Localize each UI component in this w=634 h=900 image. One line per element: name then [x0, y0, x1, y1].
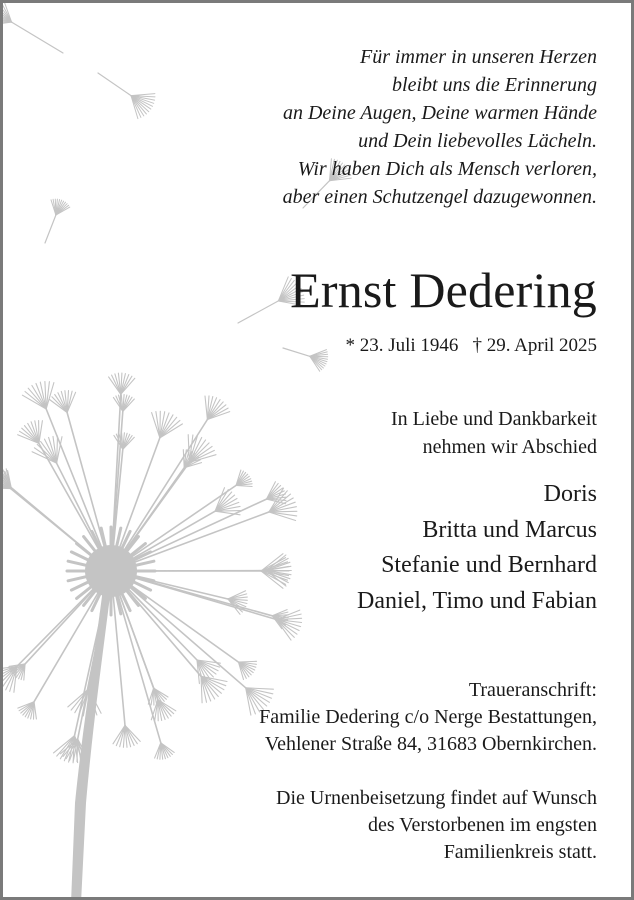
- mourners-list: [357, 477, 597, 619]
- death-date: † 29. April 2025: [472, 335, 597, 356]
- poem-line: an Deine Augen, Deine warmen Hände: [282, 102, 597, 124]
- seed: [50, 391, 112, 571]
- poem-line: bleibt uns die Erinnerung: [392, 74, 597, 96]
- poem-line: und Dein liebevolles Lächeln.: [358, 130, 597, 152]
- farewell-line: In Liebe und Dankbarkeit: [390, 408, 597, 430]
- dandelion-center: [85, 545, 137, 597]
- poem-line: Wir haben Dich als Mensch verloren,: [297, 158, 597, 180]
- flying-seed: [98, 73, 155, 119]
- seed: [111, 571, 288, 629]
- birth-date: * 23. Juli 1946: [345, 335, 459, 356]
- address-heading: Traueranschrift:: [468, 679, 597, 701]
- mourning-address: [259, 677, 597, 758]
- farewell-text: [391, 405, 597, 461]
- mourner-name: Doris: [543, 481, 597, 507]
- burial-line: Familienkreis statt.: [443, 841, 597, 863]
- mourner-name: Britta und Marcus: [422, 516, 597, 543]
- burial-notice: [276, 785, 597, 866]
- mourner-name: Stefanie und Bernhard: [381, 552, 597, 578]
- flying-seed: [45, 199, 70, 243]
- flying-seed: [3, 3, 63, 53]
- address-line: Vehlener Straße 84, 31683 Obernkirchen.: [264, 733, 597, 755]
- poem-line: Für immer in unseren Herzen: [359, 46, 597, 68]
- memorial-poem: [283, 43, 597, 211]
- dandelion-head: [3, 373, 302, 763]
- burial-line: des Verstorbenen im engsten: [367, 814, 597, 836]
- mourner-name: Daniel, Timo und Fabian: [356, 587, 597, 614]
- farewell-line: nehmen wir Abschied: [422, 436, 597, 458]
- poem-line: aber einen Schutzengel dazugewonnen.: [282, 186, 597, 208]
- address-line: Familie Dedering c/o Nerge Bestattungen,: [259, 706, 597, 728]
- seed: [18, 421, 111, 572]
- seed: [111, 571, 273, 715]
- deceased-name: Ernst Dedering: [290, 262, 597, 318]
- burial-line: Die Urnenbeisetzung findet auf Wunsch: [276, 787, 597, 809]
- life-dates: [345, 333, 597, 359]
- flying-seed: [283, 348, 328, 371]
